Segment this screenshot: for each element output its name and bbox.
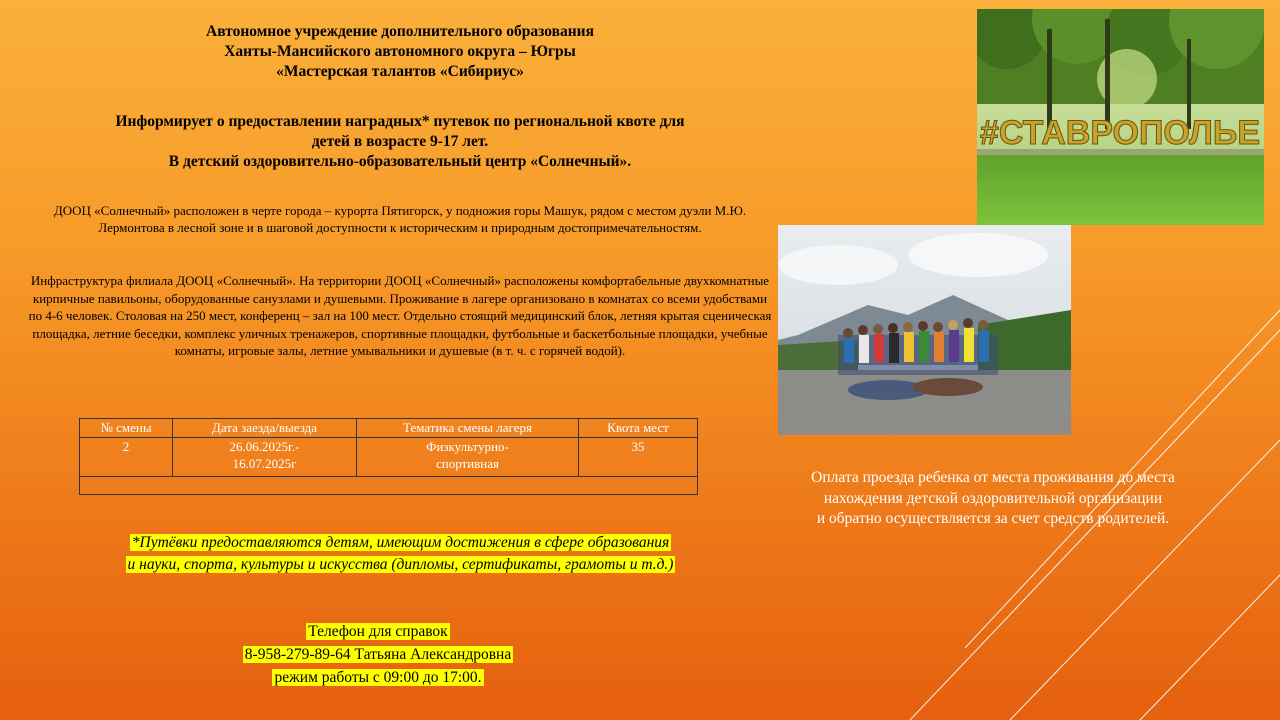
table-header-dates: Дата заезда/выезда <box>173 419 357 438</box>
header-line-1: Автономное учреждение дополнительного образования <box>206 23 594 40</box>
announcement-line-2: детей в возрасте 9-17 лет. <box>311 133 489 150</box>
table-header-quota: Квота мест <box>579 419 698 438</box>
infrastructure-paragraph: Инфраструктура филиала ДООЦ «Солнечный». На территории ДООЦ «Солнечный» расположены комфортабельные двухкомнатные кирпичные павильоны, оборудованные санузлами и душевыми. Проживание в лагере организовано в комнатах со всеми удобствами по 4-6 человек. Столовая на 250 мест, конференц – зал на 100 мест. Отдельно стоящий медицинский блок, летняя крытая сценическая площадка, летние беседки, комплекс уличных тренажеров, спортивные площадки, футбольные и баскетбольные площадки, учебные комнаты, игровые залы, летние умывальники и душевые (в т. ч. с горячей водой). <box>28 273 772 358</box>
cell-theme-line-2: спортивная <box>435 456 500 471</box>
table-header-theme: Тематика смены лагеря <box>357 419 579 438</box>
payment-line-3: и обратно осуществляется за счет средств родителей. <box>816 510 1170 527</box>
cell-shift: 2 <box>80 438 173 477</box>
cell-dates-end: 16.07.2025г <box>232 456 297 471</box>
header-line-3: «Мастерская талантов «Сибириус» <box>276 63 524 80</box>
stavropolye-sign-photo <box>977 9 1264 225</box>
payment-line-1: Оплата проезда ребенка от места проживания до места <box>811 469 1175 486</box>
header-line-2: Ханты-Мансийского автономного округа – Югры <box>224 43 576 60</box>
footnote-line-1: *Путёвки предоставляются детям, имеющим достижения в сфере образования <box>131 534 670 551</box>
contact-hours: режим работы с 09:00 до 17:00. <box>274 669 482 686</box>
announcement-line-3: В детский оздоровительно-образовательный центр «Солнечный». <box>168 153 632 170</box>
location-paragraph: ДООЦ «Солнечный» расположен в черте города – курорта Пятигорск, у подножия горы Машук, рядом с местом дуэли М.Ю. Лермонтова в лесной зоне и в шаговой доступности к историческим и природным достопримечательностям. <box>53 203 747 235</box>
group-photo <box>778 225 1071 435</box>
contact-phone: 8-958-279-89-64 Татьяна Александровна <box>244 646 512 663</box>
announcement-line-1: Информирует о предоставлении наградных* путевок по региональной квоте для <box>115 113 685 130</box>
cell-dates-start: 26.06.2025г.- <box>229 439 300 454</box>
footnote-line-2: и науки, спорта, культуры и искусства (дипломы, сертификаты, грамоты и т.д.) <box>127 556 674 573</box>
table-header-shift: № смены <box>80 419 173 438</box>
sign-text: #СТАВРОПОЛЬЕ <box>979 114 1261 152</box>
cell-theme-line-1: Физкультурно- <box>426 439 509 454</box>
contact-title: Телефон для справок <box>308 623 448 640</box>
payment-note <box>758 468 1228 530</box>
cell-quota: 35 <box>579 438 698 477</box>
payment-line-2: нахождения детской оздоровительной организации <box>823 489 1163 507</box>
